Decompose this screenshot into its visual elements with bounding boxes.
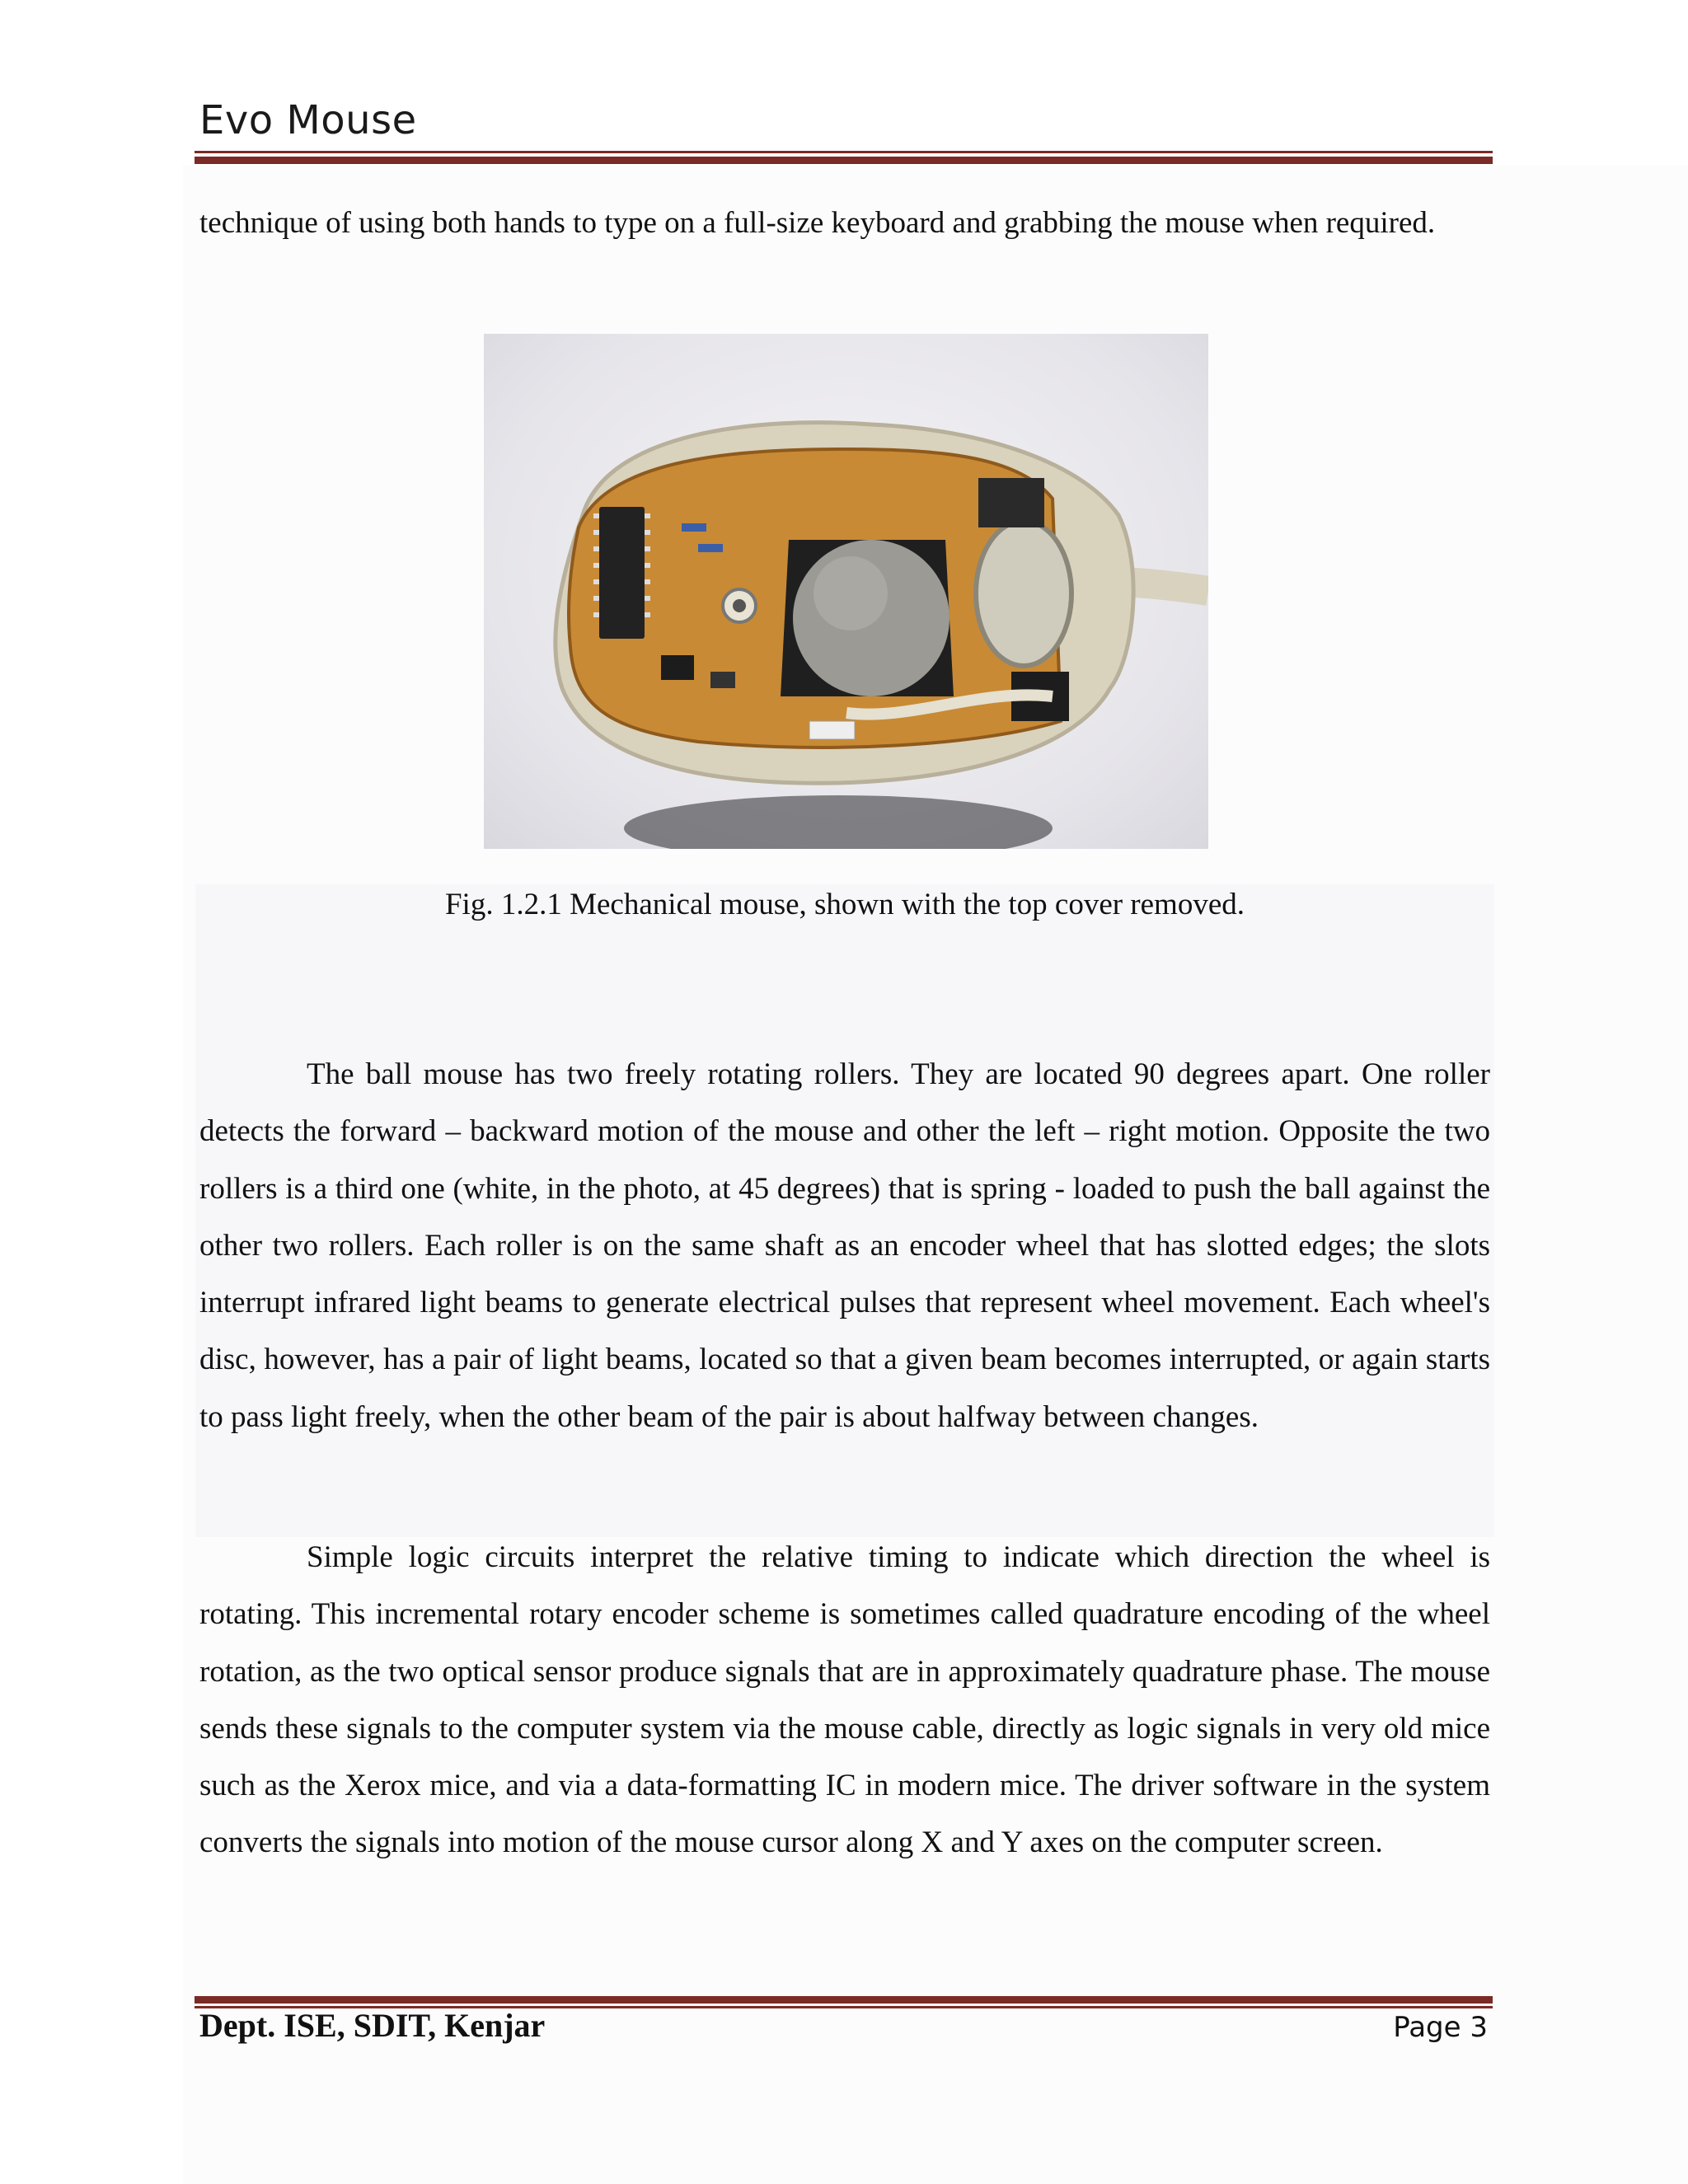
footer-department: Dept. ISE, SDIT, Kenjar — [199, 2007, 546, 2044]
footer-page-number: Page 3 — [1393, 2011, 1488, 2044]
figure-caption: Fig. 1.2.1 Mechanical mouse, shown with the top cover removed. — [444, 888, 1245, 921]
running-header-title: Evo Mouse — [199, 97, 417, 143]
paragraph-logic-circuits: Simple logic circuits interpret the relative timing to indicate which direction the wheel is rotating. This incremental rotary encoder scheme is sometimes called quadrature encoding of the wheel rotation, as the two optical sensor produce signals that are in approximately quadrature phase. The mouse sends these signals to the computer system via the mouse cable, directly as logic signals in very old mice such as the Xerox mice, and via a data-formatting IC in modern mice. The driver software in the system converts the signals into motion of the mouse cursor along X and Y axes on the computer screen. — [199, 1540, 1490, 1860]
header-rule-thick — [195, 157, 1493, 164]
footer-rule-thick — [195, 1996, 1493, 2004]
header-rule-thin — [195, 151, 1493, 153]
intro-paragraph: technique of using both hands to type on a full-size keyboard and grabbing the mouse when required. — [199, 206, 1436, 240]
paragraph-ball-mouse: The ball mouse has two freely rotating rollers. They are located 90 degrees apart. One roller detects the forward – backward motion of the mouse and other the left – right motion. Opposite the two rollers is a third one (white, in the photo, at 45 degrees) that is spring - loaded to push the ball against the other two rollers. Each roller is on the same shaft as an encoder wheel that has slotted edges; the slots interrupt infrared light beams to generate electrical pulses that represent wheel movement. Each wheel's disc, however, has a pair of light beams, located so that a given beam becomes interrupted, or again starts to pass light freely, when the other beam of the pair is about halfway between changes. — [199, 1057, 1490, 1434]
mechanical-mouse-photo — [484, 334, 1208, 849]
